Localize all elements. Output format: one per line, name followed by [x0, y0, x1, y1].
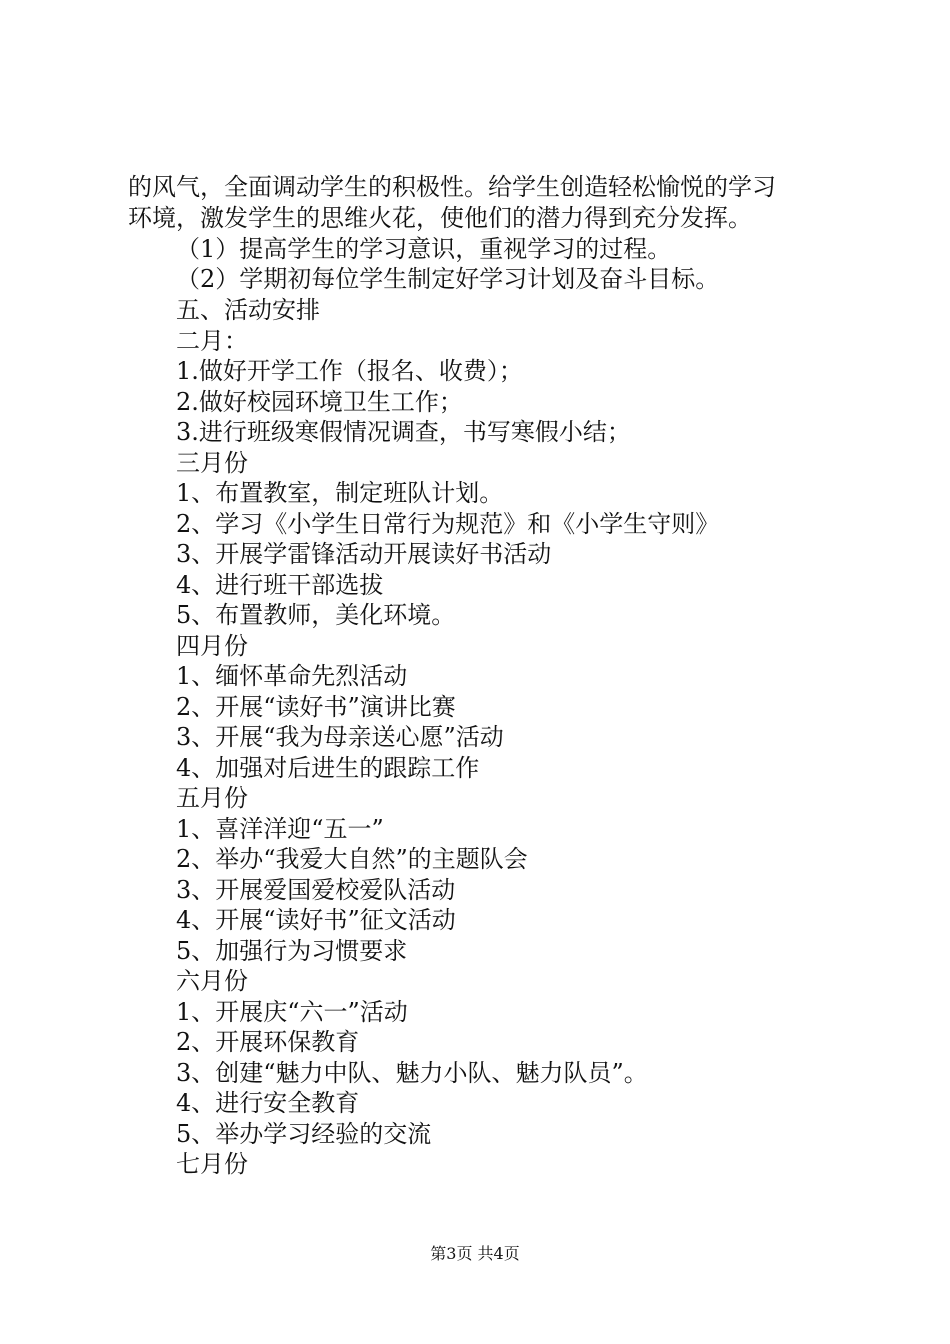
month-heading: 二月： — [176, 327, 248, 355]
month-heading: 六月份 — [176, 967, 248, 995]
list-item: 1、喜洋洋迎“五一” — [176, 815, 384, 843]
list-item: 3、创建“魅力中队、魅力小队、魅力队员”。 — [176, 1059, 648, 1087]
list-item: 3、开展爱国爱校爱队活动 — [176, 876, 456, 904]
list-item: 5、举办学习经验的交流 — [176, 1120, 432, 1148]
month-heading: 七月份 — [176, 1150, 248, 1178]
page-number-label: 第3页 共4页 — [430, 1244, 520, 1263]
list-item: 2、学习《小学生日常行为规范》和《小学生守则》 — [176, 510, 720, 538]
list-item: 3、开展学雷锋活动开展读好书活动 — [176, 540, 552, 568]
list-item: （1）提高学生的学习意识，重视学习的过程。 — [176, 235, 672, 263]
list-item: 4、加强对后进生的跟踪工作 — [176, 754, 480, 782]
list-item: 2、开展环保教育 — [176, 1028, 360, 1056]
list-item: 1.做好开学工作（报名、收费）； — [176, 357, 523, 385]
list-item: 4、进行安全教育 — [176, 1089, 360, 1117]
list-item: 1、开展庆“六一”活动 — [176, 998, 408, 1026]
list-item: 5、加强行为习惯要求 — [176, 937, 408, 965]
list-item: 2、举办“我爱大自然”的主题队会 — [176, 845, 528, 873]
list-item: 2.做好校园环境卫生工作； — [176, 388, 463, 416]
list-item: 4、开展“读好书”征文活动 — [176, 906, 456, 934]
list-item: （2）学期初每位学生制定好学习计划及奋斗目标。 — [176, 265, 720, 293]
list-item: 3.进行班级寒假情况调查，书写寒假小结； — [176, 418, 631, 446]
body-text-line: 的风气，全面调动学生的积极性。给学生创造轻松愉悦的学习 — [128, 173, 776, 201]
list-item: 3、开展“我为母亲送心愿”活动 — [176, 723, 504, 751]
list-item: 5、布置教师，美化环境。 — [176, 601, 456, 629]
list-item: 1、缅怀革命先烈活动 — [176, 662, 408, 690]
month-heading: 五月份 — [176, 784, 248, 812]
list-item: 2、开展“读好书”演讲比赛 — [176, 693, 456, 721]
list-item: 4、进行班干部选拔 — [176, 571, 384, 599]
list-item: 1、布置教室，制定班队计划。 — [176, 479, 504, 507]
body-text-line: 环境，激发学生的思维火花，使他们的潜力得到充分发挥。 — [128, 204, 752, 232]
month-heading: 四月份 — [176, 632, 248, 660]
page-footer — [0, 1244, 950, 1264]
section-heading: 五、活动安排 — [176, 296, 320, 324]
month-heading: 三月份 — [176, 449, 248, 477]
